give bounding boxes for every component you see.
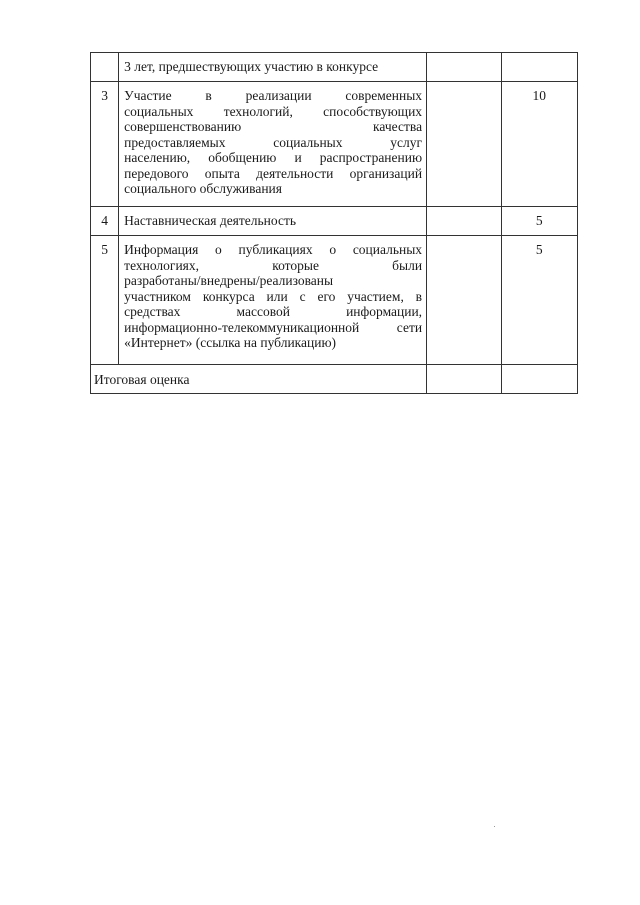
empty-cell	[427, 365, 501, 394]
empty-cell	[427, 82, 501, 207]
criterion-line: предоставляемых социальных услуг	[124, 134, 423, 150]
total-row	[91, 365, 578, 394]
score-cell	[501, 236, 577, 365]
row-number: 3	[101, 88, 108, 103]
criterion-cell	[119, 53, 427, 82]
criterion-line: разработаны/внедрены/реализованы	[124, 273, 334, 288]
row-number: 5	[101, 242, 108, 257]
table-row	[91, 82, 578, 207]
row-number-cell	[91, 53, 119, 82]
criterion-line: «Интернет» (ссылка на публикацию)	[124, 335, 337, 350]
criterion-line: передового опыта деятельности организаций	[124, 165, 423, 181]
criterion-line: средствах массовой информации,	[124, 304, 423, 319]
criterion-line: населению, обобщению и распространению	[124, 150, 423, 165]
row-number-cell	[91, 207, 119, 236]
row-number-cell	[91, 82, 119, 207]
score-value: 5	[535, 242, 543, 257]
criterion-line: технологиях, которые были	[124, 257, 423, 273]
score-value: 5	[535, 213, 543, 228]
score-cell	[501, 82, 577, 207]
table-row	[91, 53, 578, 82]
criterion-line: Участие в реализации современных	[124, 88, 423, 103]
score-cell	[501, 207, 577, 236]
criterion-cell	[119, 207, 427, 236]
empty-cell	[427, 53, 501, 82]
criterion-cell	[119, 236, 427, 365]
row-number	[91, 53, 118, 59]
total-label: Итоговая оценка	[94, 372, 190, 387]
row-number: 4	[101, 213, 108, 228]
score-value	[502, 53, 577, 59]
criterion-line: совершенствованию качества	[124, 119, 423, 134]
criterion-line: информационно-телекоммуникационной сети	[124, 319, 423, 335]
criterion-text	[119, 53, 426, 77]
criterion-text	[119, 236, 426, 353]
criterion-text	[119, 207, 426, 231]
criterion-line: 3 лет, предшествующих участию в конкурсе	[124, 59, 379, 74]
table-row	[91, 236, 578, 365]
empty-cell	[427, 236, 501, 365]
row-number-cell	[91, 236, 119, 365]
criterion-line: Информация о публикациях о социальных	[124, 242, 423, 257]
criterion-line: социальных технологий, способствующих	[124, 103, 423, 119]
criterion-cell	[119, 82, 427, 207]
criterion-line: участником конкурса или с его участием, в	[124, 288, 423, 304]
scan-speck	[494, 826, 495, 827]
table-row	[91, 207, 578, 236]
criteria-table	[90, 52, 578, 394]
score-value: 10	[532, 88, 546, 103]
total-label-cell	[91, 365, 427, 394]
empty-cell	[427, 207, 501, 236]
criterion-line: Наставническая деятельность	[124, 213, 297, 228]
score-cell	[501, 53, 577, 82]
total-score-cell	[501, 365, 577, 394]
criterion-line: социального обслуживания	[124, 181, 282, 196]
criterion-text	[119, 82, 426, 199]
